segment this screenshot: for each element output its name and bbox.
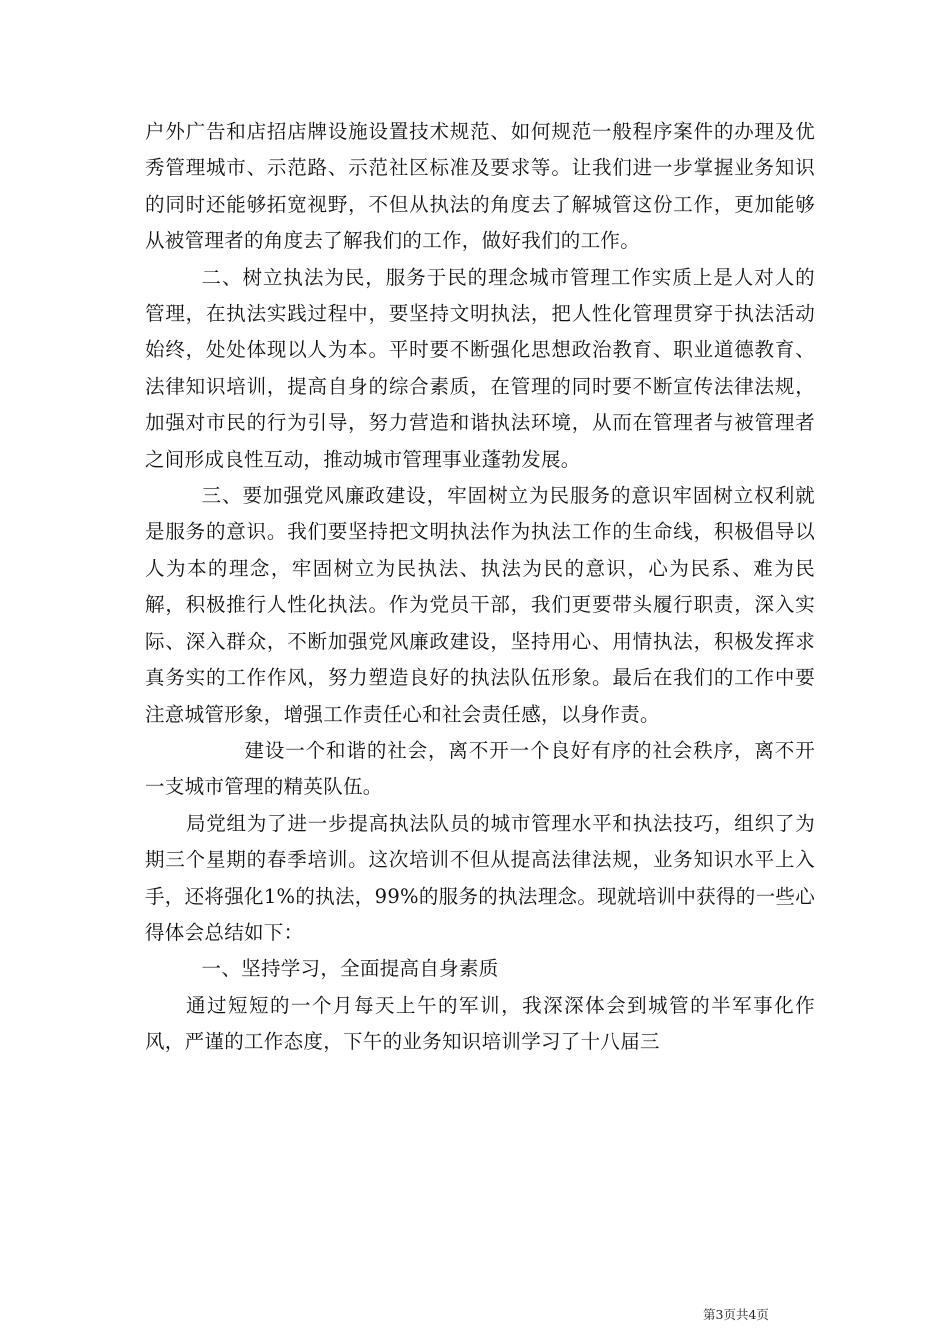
paragraph-4: 建设一个和谐的社会，离不开一个良好有序的社会秩序，离不开一支城市管理的精英队伍。 — [145, 738, 815, 799]
paragraph-2: 二、树立执法为民，服务于民的理念城市管理工作实质上是人对人的管理，在执法实践过程中，要坚持文明执法，把人性化管理贯穿于执法活动始终，处处体现以人为本。平时要不断强化思想政治教育、职业道德教育、法律知识培训，提高自身的综合素质，在管理的同时要不断宣传法律法规，加强对市民的行为引导，努力营造和谐执法环境，从而在管理者与被管理者之间形成良性互动，推动城市管理事业蓬勃发展。 — [145, 265, 815, 471]
paragraph-1: 户外广告和店招店牌设施设置技术规范、如何规范一般程序案件的办理及优秀管理城市、示范路、示范社区标准及要求等。让我们进一步掌握业务知识的同时还能够拓宽视野，不但从执法的角度去了解城管这份工作，更加能够从被管理者的角度去了解我们的工作，做好我们的工作。 — [145, 120, 815, 253]
paragraph-6-heading: 一、坚持学习，全面提高自身素质 — [201, 957, 499, 981]
paragraph-7: 通过短短的一个月每天上午的军训，我深深体会到城管的半军事化作风，严谨的工作态度，下午的业务知识培训学习了十八届三 — [145, 993, 815, 1054]
paragraph-5: 局党组为了进一步提高执法队员的城市管理水平和执法技巧，组织了为期三个星期的春季培训。这次培训不但从提高法律法规，业务知识水平上入手，还将强化1%的执法，99%的服务的执法理念。现就培训中获得的一些心得体会总结如下： — [145, 811, 815, 944]
document-body — [145, 114, 815, 1061]
page-number-footer: 第3页共4页 — [703, 1307, 769, 1322]
paragraph-3: 三、要加强党风廉政建设，牢固树立为民服务的意识牢固树立权利就是服务的意识。我们要坚持把文明执法作为执法工作的生命线，积极倡导以人为本的理念，牢固树立为民执法、执法为民的意识，心为民系、难为民解，积极推行人性化执法。作为党员干部，我们更要带头履行职责，深入实际、深入群众，不断加强党风廉政建设，坚持用心、用情执法，积极发挥求真务实的工作作风，努力塑造良好的执法队伍形象。最后在我们的工作中要注意城管形象，增强工作责任心和社会责任感，以身作责。 — [145, 484, 815, 726]
